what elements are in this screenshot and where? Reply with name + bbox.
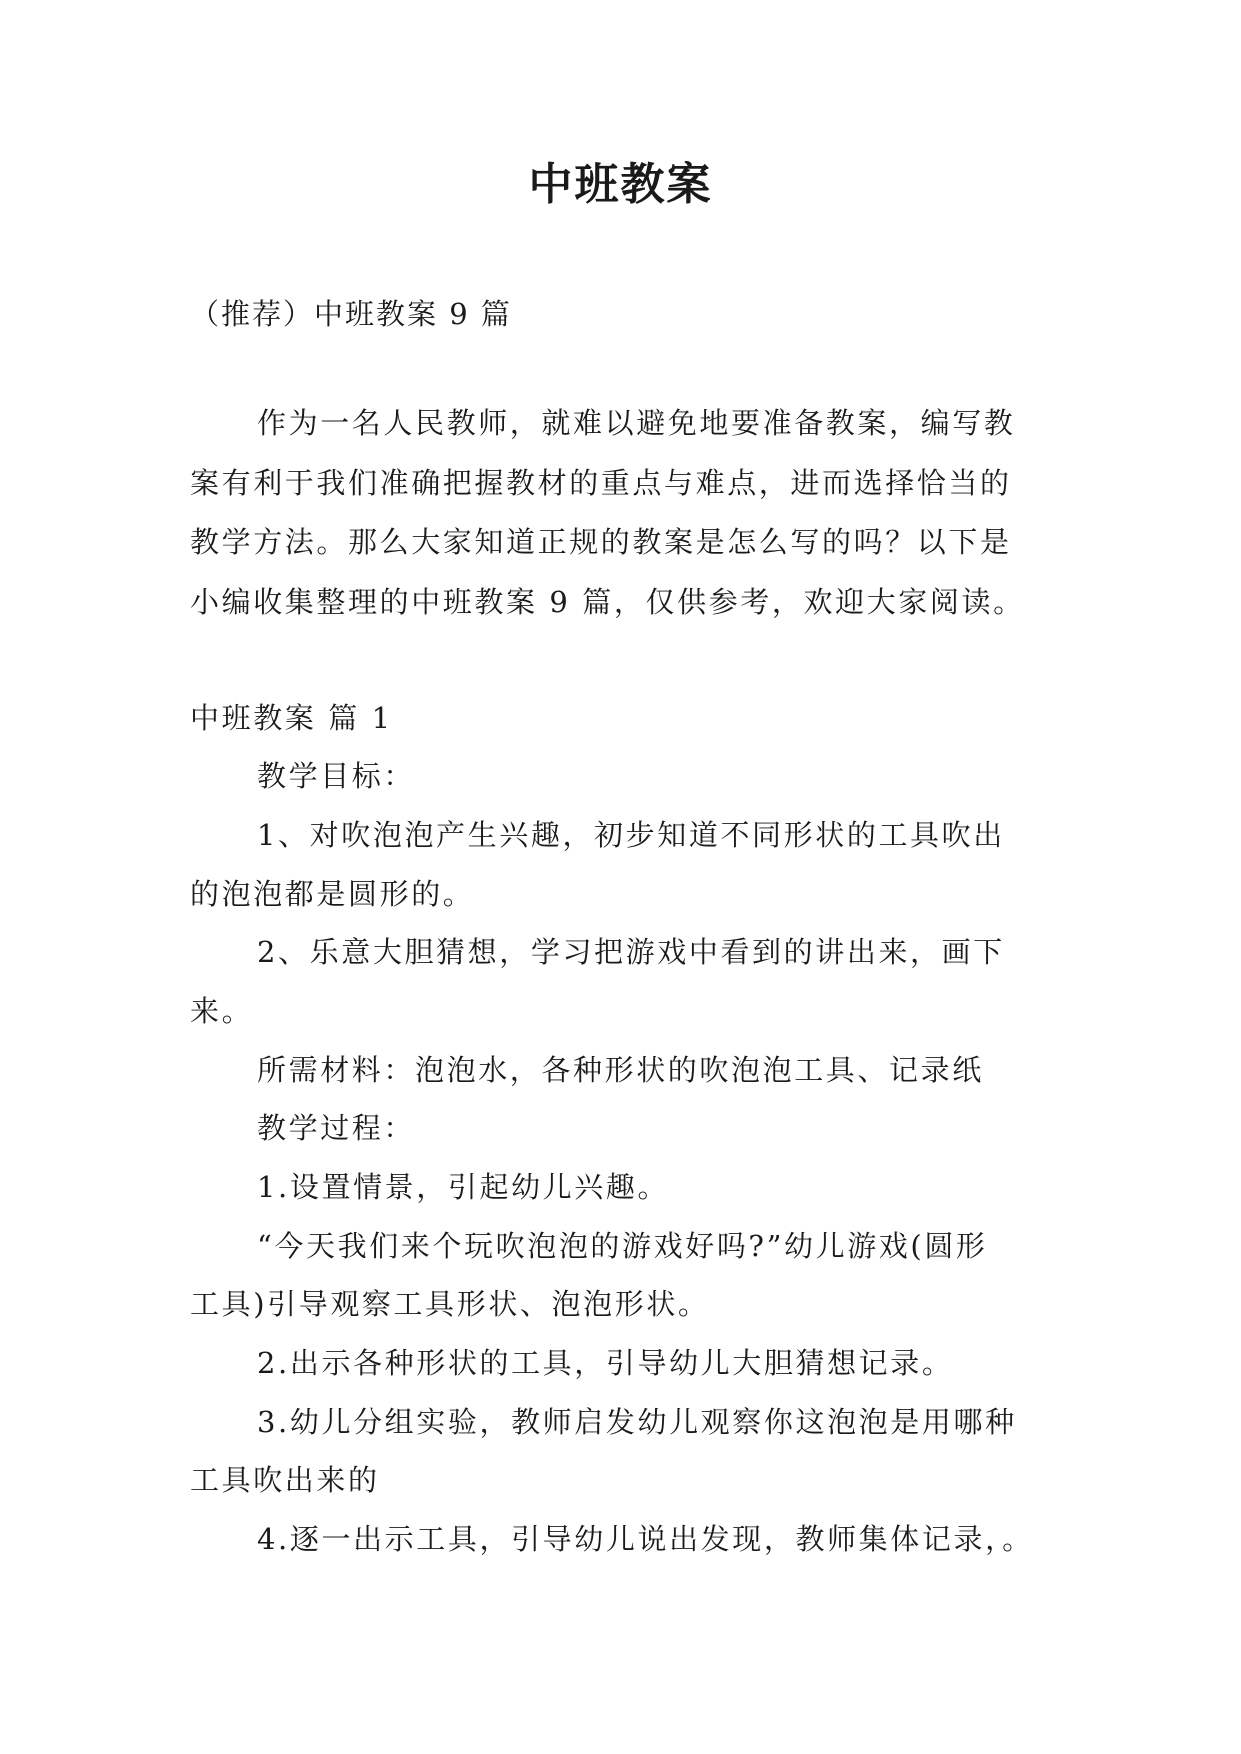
body-line-quote: “今天我们来个玩吹泡泡的游戏好吗?”幼儿游戏(圆形 (257, 1229, 988, 1263)
page-title: 中班教案 (528, 159, 713, 210)
body-line-step-3: 3.幼儿分组实验，教师启发幼儿观察你这泡泡是用哪种 (257, 1405, 1017, 1439)
body-line-goal-1: 1、对吹泡泡产生兴趣，初步知道不同形状的工具吹出 (257, 818, 1005, 852)
body-line-teaching-goals: 教学目标： (257, 759, 416, 793)
intro-line-3: 教学方法。那么大家知道正规的教案是怎么写的吗？以下是 (190, 525, 1012, 559)
intro-line-4: 小编收集整理的中班教案 9 篇，仅供参考，欢迎大家阅读。 (190, 585, 1025, 619)
body-line-step-3-cont: 工具吹出来的 (190, 1463, 380, 1497)
intro-line-1: 作为一名人民教师，就难以避免地要准备教案，编写教 (257, 406, 1016, 440)
body-line-goal-1-cont: 的泡泡都是圆形的。 (190, 877, 475, 911)
body-line-goal-2-cont: 来。 (190, 994, 254, 1028)
body-line-materials: 所需材料：泡泡水，各种形状的吹泡泡工具、记录纸 (257, 1053, 984, 1087)
body-line-step-2: 2.出示各种形状的工具，引导幼儿大胆猜想记录。 (257, 1346, 954, 1380)
body-line-step-4: 4.逐一出示工具，引导幼儿说出发现，教师集体记录，。 (257, 1522, 1034, 1556)
body-line-step-1: 1.设置情景，引起幼儿兴趣。 (257, 1170, 670, 1204)
body-line-quote-cont: 工具)引导观察工具形状、泡泡形状。 (190, 1287, 710, 1321)
section-heading: 中班教案 篇 1 (190, 701, 393, 735)
body-line-process-heading: 教学过程： (257, 1111, 416, 1145)
document-subtitle: （推荐）中班教案 9 篇 (190, 297, 512, 331)
body-line-goal-2: 2、乐意大胆猜想，学习把游戏中看到的讲出来，画下 (257, 935, 1005, 969)
intro-line-2: 案有利于我们准确把握教材的重点与难点，进而选择恰当的 (190, 466, 1012, 500)
